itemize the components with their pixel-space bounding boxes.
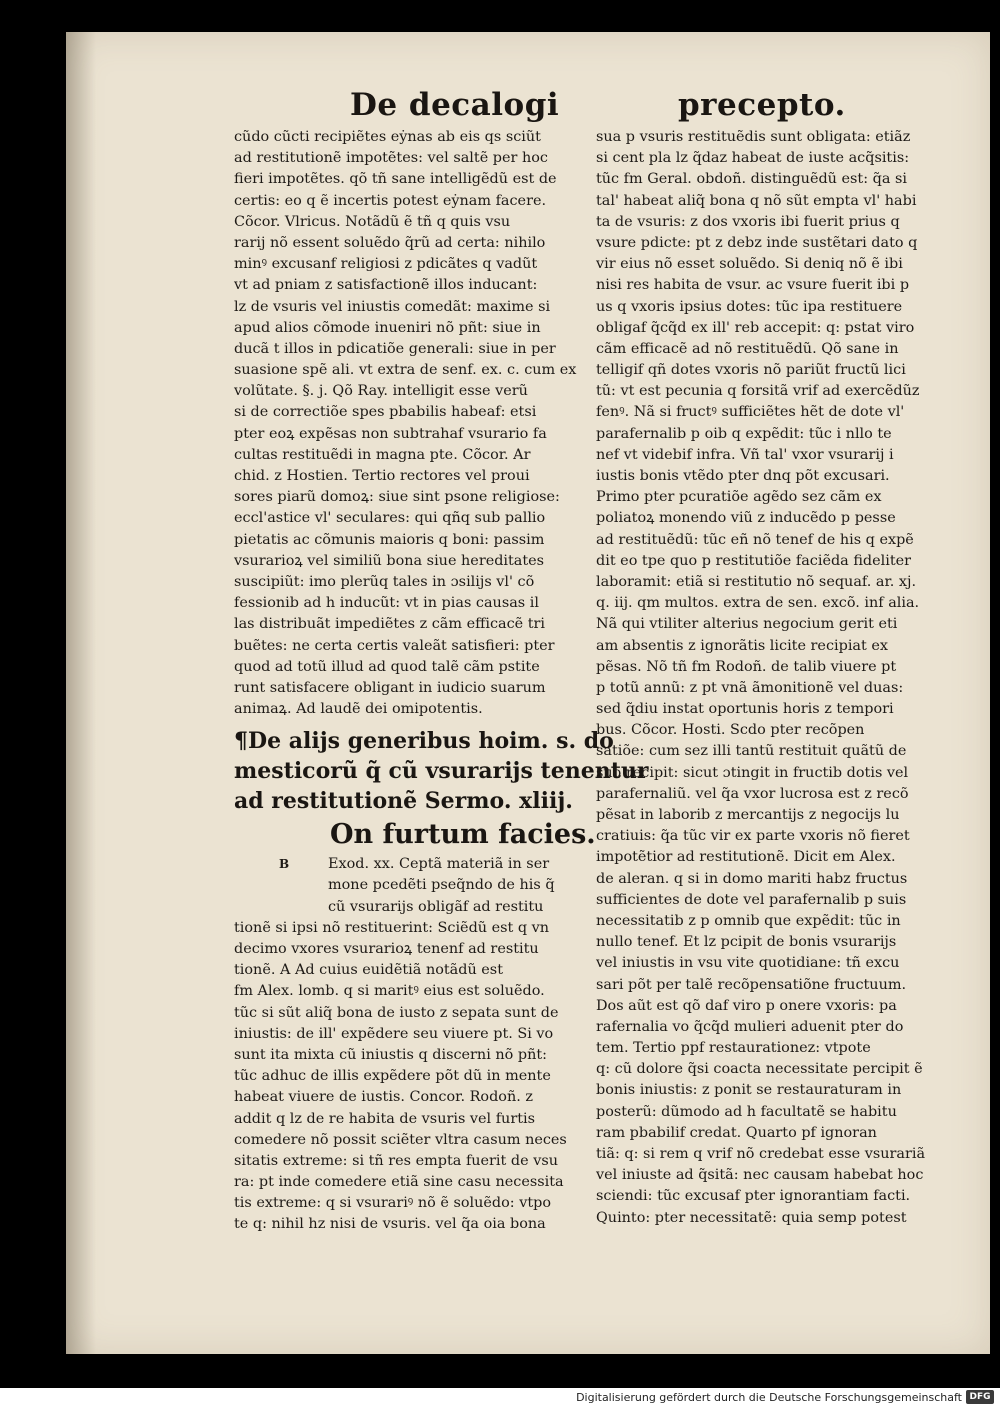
text-line: addit q lz de re habita de vsuris vel furtis bbox=[234, 1110, 535, 1127]
text-line: bonis iniustis: z ponit se restauraturam in bbox=[596, 1082, 902, 1099]
text-line: te q: nihil hz nisi de vsuris. vel q̃a oia bona bbox=[234, 1216, 546, 1233]
text-line: suasione spẽ ali. vt extra de senf. ex. c. cum ex bbox=[234, 362, 577, 379]
section-heading bbox=[234, 726, 649, 816]
text-line: sunt ita mixta cũ iniustis q discerni nõ pñt: bbox=[234, 1046, 547, 1063]
text-line: sua p vsuris restituẽdis sunt obligata: etiãz bbox=[596, 129, 911, 145]
text-line: vir eius nõ esset soluẽdo. Si deniq nõ ẽ ibi bbox=[596, 256, 903, 273]
text-line: cũdo cũcti recipiẽtes eẏnas ab eis qs sciũt bbox=[234, 129, 541, 145]
text-line: tem. Tertio ppf restaurationez: vtpote bbox=[596, 1040, 871, 1057]
text-line: rafernalia vo q̃cq̃d mulieri aduenit pter do bbox=[596, 1018, 904, 1035]
text-line: nisi res habita de vsur. ac vsure fuerit ibi p bbox=[596, 277, 910, 294]
text-line: buẽtes: ne certa certis valeãt satisfieri: pter bbox=[234, 637, 555, 654]
text-line: animaꝝ. Ad laudẽ dei omipotentis. bbox=[234, 701, 483, 718]
text-line: tũc si sũt aliq̃ bona de iusto z sepata sunt de bbox=[234, 1004, 559, 1021]
text-line: tis extreme: q si vsurariꝰ nõ ẽ soluẽdo: vtpo bbox=[234, 1195, 552, 1212]
text-line: quod ad totũ illud ad quod talẽ cãm pstite bbox=[234, 658, 540, 675]
text-line: necessitatib z p omnib que expẽdit: tũc in bbox=[596, 912, 901, 929]
text-line: suo recipit: sicut ɔtingit in fructib dotis vel bbox=[596, 764, 909, 781]
text-line: tionẽ. A Ad cuius euidẽtiã notãdũ est bbox=[234, 962, 503, 979]
text-line: parafernaliũ. vel q̃a vxor lucrosa est z recõ bbox=[596, 785, 909, 802]
text-line: ad restitutionẽ Sermo. xliij. bbox=[234, 788, 573, 815]
text-line: telligif qñ dotes vxoris nõ pariũt fructũ lici bbox=[596, 362, 906, 379]
section-title: On furtum facies. bbox=[330, 819, 596, 851]
text-line: ram pbabilif credat. Quarto pf ignoran bbox=[596, 1124, 877, 1141]
text-line: impotẽtior ad restitutionẽ. Dicit em Alex. bbox=[596, 849, 896, 866]
text-line: volũtate. §. j. Qõ Ray. intelligit esse verũ bbox=[234, 383, 528, 400]
text-line: vsurarioꝝ vel similiũ bona siue hereditates bbox=[234, 552, 545, 569]
text-line: ducã t illos in pdicatiõe generali: siue in per bbox=[234, 340, 556, 357]
text-line: sed q̃diu instat oportunis horis z tempori bbox=[596, 701, 894, 718]
text-line: dit eo tpe quo p restitutiõe faciẽda fideliter bbox=[596, 552, 912, 569]
left-column-paragraph-a bbox=[234, 127, 592, 720]
text-line: vel iniuste ad q̃sitã: nec causam habebat hoc bbox=[596, 1167, 924, 1184]
running-header-left: De decalogi bbox=[350, 87, 560, 123]
text-line: comedere nõ possit sciẽter vltra casum neces bbox=[234, 1131, 567, 1148]
text-line: obligaf q̃cq̃d ex ill' reb accepit: q: pstat viro bbox=[596, 319, 915, 336]
text-line: fieri impotẽtes. qõ tñ sane intelligẽdũ est de bbox=[234, 171, 557, 188]
text-line: cãm efficacẽ ad nõ restituẽdũ. Qõ sane in bbox=[596, 340, 899, 357]
right-column-paragraph bbox=[596, 127, 946, 1229]
text-line: sciendi: tũc excusaf pter ignorantiam facti. bbox=[596, 1188, 911, 1205]
text-line: si de correctiõe spes pbabilis habeaf: etsi bbox=[234, 404, 537, 421]
paragraph-marker: B bbox=[279, 857, 290, 872]
left-text-column bbox=[234, 127, 649, 1236]
text-line: si cent pla lz q̃daz habeat de iuste acq̃sitis: bbox=[596, 150, 910, 167]
text-line: lz de vsuris vel iniustis comedãt: maxime si bbox=[234, 298, 551, 315]
text-line: vsure pdicte: pt z debz inde sustẽtari dato q bbox=[596, 234, 918, 251]
text-line: pietatis ac cõmunis maioris q boni: passim bbox=[234, 531, 545, 548]
text-line: q. iij. qm multos. extra de sen. excõ. inf alia. bbox=[596, 595, 920, 612]
text-line: apud alios cõmode inueniri nõ pñt: siue in bbox=[234, 319, 541, 336]
footer-credit-text: Digitalisierung gefördert durch die Deutsche Forschungsgemeinschaft bbox=[576, 1391, 962, 1404]
text-line: habeat viuere de iustis. Concor. Rodoñ. z bbox=[234, 1089, 533, 1106]
text-line: vt ad pniam z satisfactionẽ illos inducant: bbox=[234, 277, 538, 294]
left-column-paragraph-b bbox=[234, 918, 592, 1236]
digitization-footer bbox=[0, 1388, 1000, 1407]
text-line bbox=[234, 854, 592, 875]
text-line bbox=[234, 875, 592, 896]
text-line: tũc adhuc de illis expẽdere põt dũ in mente bbox=[234, 1068, 551, 1085]
text-line: sari põt per talẽ recõpensatiõne fructuum. bbox=[596, 976, 907, 993]
text-line: cultas restituẽdi in magna pte. Cõcor. Ar bbox=[234, 446, 531, 463]
text-line: posterũ: dũmodo ad h facultatẽ se habitu bbox=[596, 1103, 897, 1120]
text-line: las distribuãt impediẽtes z cãm efficacẽ tri bbox=[234, 616, 546, 633]
text-line: tũc fm Geral. obdoñ. distinguẽdũ est: q̃a si bbox=[596, 171, 907, 188]
text-line: tionẽ si ipsi nõ restituerint: Sciẽdũ est q vn bbox=[234, 919, 550, 936]
text-line: rarij nõ essent soluẽdo q̃rũ ad certa: nihilo bbox=[234, 234, 546, 251]
text-line: ra: pt inde comedere etiã sine casu necessita bbox=[234, 1174, 564, 1191]
text-line: vel iniustis in vsu vite quotidiane: tñ excu bbox=[596, 955, 900, 972]
text-line: pẽsas. Nõ tñ fm Rodoñ. de talib viuere pt bbox=[596, 658, 897, 675]
text-line: chid. z Hostien. Tertio rectores vel proui bbox=[234, 468, 530, 484]
text-line bbox=[234, 897, 592, 918]
text-line: eccl'astice vl' seculares: qui qñq sub pallio bbox=[234, 510, 546, 527]
text-line: sores piarũ domoꝝ: siue sint psone religiose: bbox=[234, 489, 560, 506]
text-line-content: Exod. xx. Ceptã materiã in ser bbox=[328, 856, 550, 873]
text-line: Quinto: pter necessitatẽ: quia semp potest bbox=[596, 1209, 907, 1226]
text-line: Dos aũt est qõ daf viro p onere vxoris: pa bbox=[596, 997, 897, 1014]
left-column-indented-block bbox=[234, 854, 592, 918]
text-line: ad restituẽdũ: tũc eñ nõ tenef de his q expẽ bbox=[596, 531, 914, 548]
text-line-content: cũ vsurarijs obligãf ad restitu bbox=[328, 898, 544, 915]
text-line: fm Alex. lomb. q si maritꝰ eius est soluẽdo. bbox=[234, 983, 545, 1000]
text-line: sufficientes de dote vel parafernalib p suis bbox=[596, 891, 907, 908]
text-line: nef vt videbif infra. Vñ tal' vxor vsurarij i bbox=[596, 446, 894, 463]
text-line: tiã: q: si rem q vrif nõ credebat esse vsurariã bbox=[596, 1146, 926, 1162]
text-line: poliatoꝝ monendo viũ z inducẽdo p pesse bbox=[596, 510, 896, 527]
book-page bbox=[66, 32, 990, 1354]
text-line: Nã qui vtiliter alterius negocium gerit eti bbox=[596, 616, 898, 633]
text-line: ad restitutionẽ impotẽtes: vel saltẽ per hoc bbox=[234, 150, 548, 167]
text-line: fessionib ad h inducũt: vt in pias causas il bbox=[234, 595, 539, 612]
text-line: Primo pter pcuratiõe agẽdo sez cãm ex bbox=[596, 489, 882, 506]
text-line: runt satisfacere obligant in iudicio suarum bbox=[234, 679, 546, 696]
text-line: Cõcor. Vlricus. Notãdũ ẽ tñ q quis vsu bbox=[234, 213, 511, 230]
text-line: ¶De alijs generibus hoim. s. do bbox=[234, 728, 614, 755]
gutter-shadow bbox=[66, 32, 96, 1354]
text-line: decimo vxores vsurarioꝝ tenenf ad restitu bbox=[234, 941, 539, 957]
dfg-logo: DFG bbox=[966, 1390, 994, 1404]
text-line-content: mone pcedẽti pseq̃ndo de his q̃ bbox=[328, 877, 555, 894]
text-line: nullo tenef. Et lz pcipit de bonis vsurarijs bbox=[596, 934, 897, 951]
text-line: tal' habeat aliq̃ bona q nõ sũt empta vl' habi bbox=[596, 192, 917, 209]
text-line: us q vxoris ipsius dotes: tũc ipa restituere bbox=[596, 298, 903, 315]
text-line: pẽsat in laborib z mercantijs z negocijs lu bbox=[596, 807, 900, 823]
text-line: q: cũ dolore q̃si coacta necessitate percipit ẽ bbox=[596, 1061, 923, 1078]
text-line: laboramit: etiã si restitutio nõ sequaf. ar. xj. bbox=[596, 573, 917, 590]
text-line: mesticorũ q̃ cũ vsurarijs tenentur bbox=[234, 758, 649, 785]
text-line: suscipiũt: imo plerũq tales in ɔsilijs vl' cõ bbox=[234, 573, 535, 590]
right-text-column bbox=[596, 127, 946, 1229]
text-line: p totũ annũ: z pt vnã ãmonitionẽ vel duas: bbox=[596, 679, 904, 696]
text-line: ta de vsuris: z dos vxoris ibi fuerit prius q bbox=[596, 213, 900, 230]
text-line: iustis bonis vtẽdo pter dnq põt excusari. bbox=[596, 468, 890, 484]
text-line: satiõe: cum sez illi tantũ restituit quãtũ de bbox=[596, 743, 907, 760]
text-line: de aleran. q si in domo mariti habz fructus bbox=[596, 870, 908, 887]
text-line: minꝰ excusanf religiosi z pdicãtes q vadũt bbox=[234, 256, 538, 273]
running-header-right: precepto. bbox=[678, 87, 846, 123]
text-line: fenꝰ. Nã si fructꝰ sufficiẽtes hẽt de dote vl' bbox=[596, 404, 905, 421]
text-line: pter eoꝝ expẽsas non subtrahaf vsurario fa bbox=[234, 425, 547, 442]
text-line: cratiuis: q̃a tũc vir ex parte vxoris nõ fieret bbox=[596, 828, 910, 845]
text-line: sitatis extreme: si tñ res empta fuerit de vsu bbox=[234, 1152, 558, 1169]
text-line: parafernalib p oib q expẽdit: tũc i nllo te bbox=[596, 425, 892, 442]
text-line: tũ: vt est pecunia q forsitã vrif ad exercẽdũz bbox=[596, 383, 920, 400]
text-line: bus. Cõcor. Hosti. Scdo pter recõpen bbox=[596, 722, 865, 739]
text-line: certis: eo q ẽ incertis potest eẏnam facere. bbox=[234, 192, 547, 209]
text-line: iniustis: de ill' expẽdere seu viuere pt. Si vo bbox=[234, 1025, 554, 1042]
text-line: am absentis z ignorãtis licite recipiat ex bbox=[596, 637, 888, 654]
